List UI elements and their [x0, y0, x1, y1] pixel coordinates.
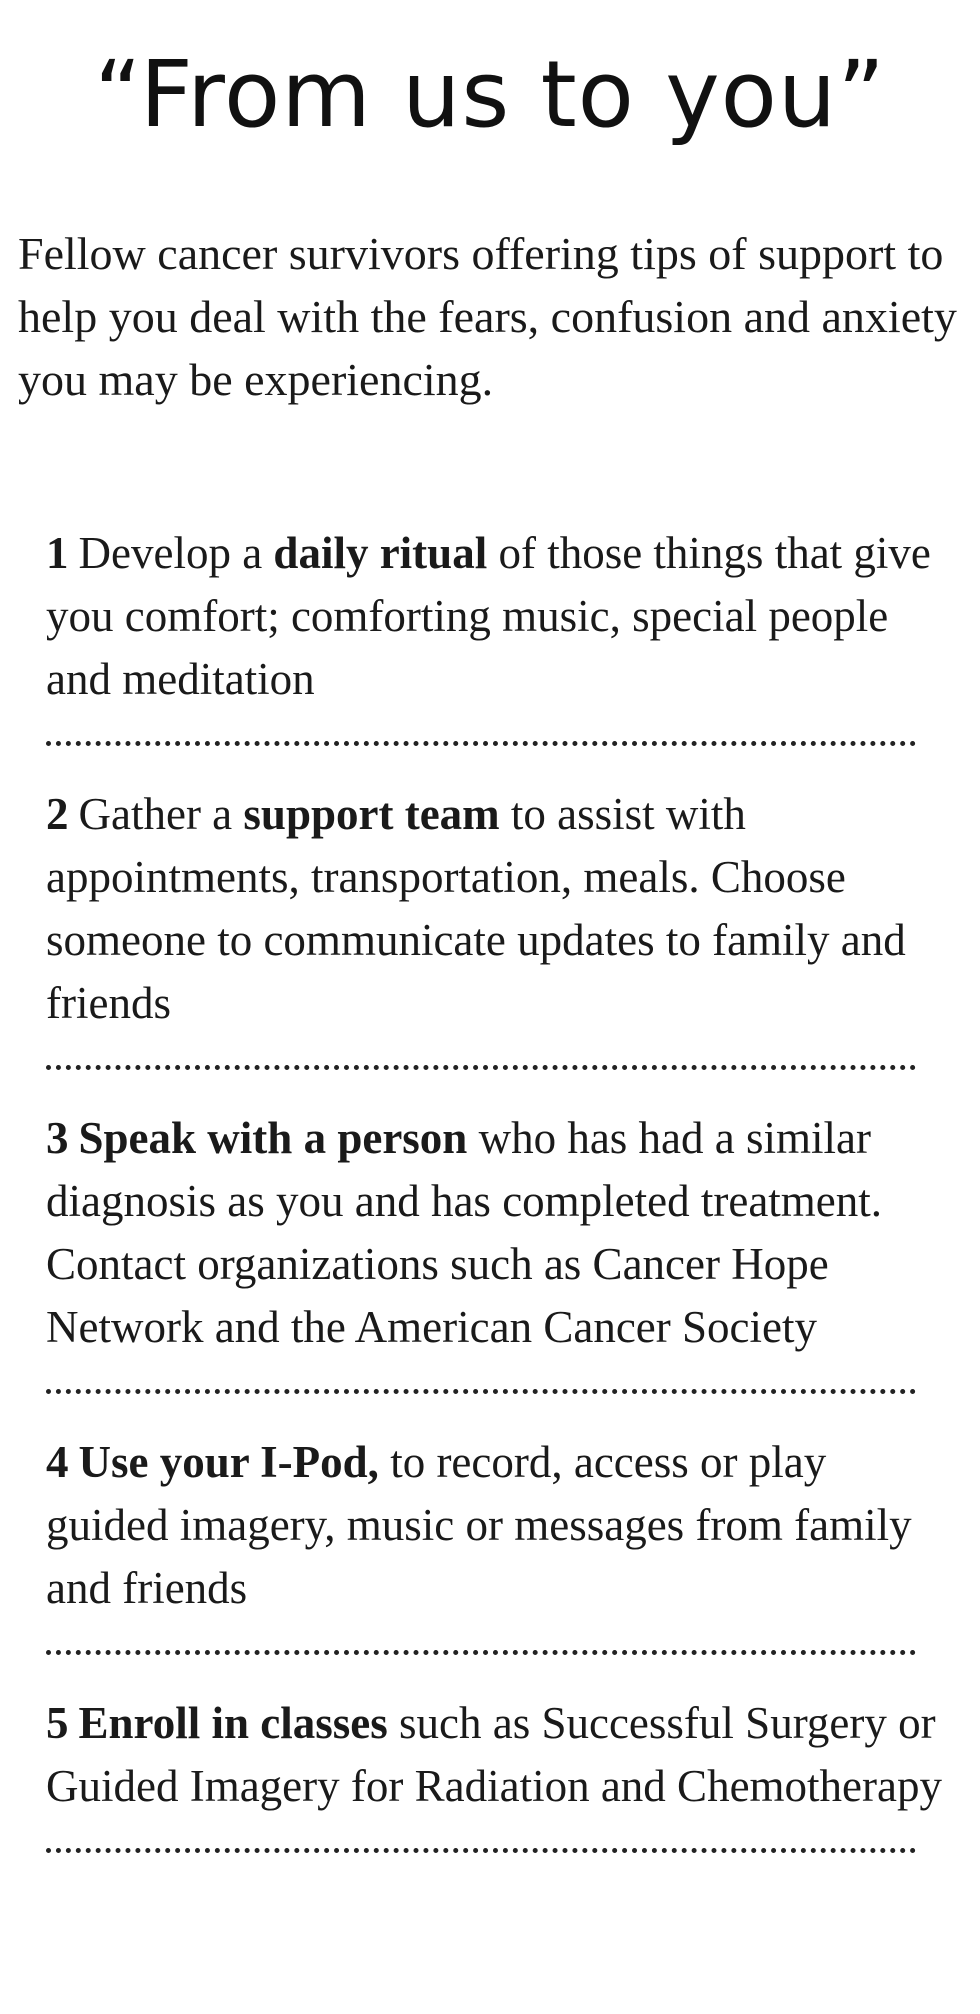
- tip-number: 3: [46, 1113, 69, 1163]
- tip-highlight: Speak with a person: [78, 1113, 468, 1163]
- tip-text-after: to assist with appointments, transportation, meals. Choose someone to communicate updates to family and friends: [46, 789, 906, 1028]
- tip-text-after: to record, access or play guided imagery, music or messages from family and friends: [46, 1437, 912, 1613]
- tip-item: [46, 522, 946, 711]
- tip-highlight: daily ritual: [273, 528, 488, 578]
- tip-text-after: of those things that give you comfort; comforting music, special people and meditation: [46, 528, 931, 704]
- dotted-divider: [46, 1818, 946, 1890]
- tip-text-after: who has had a similar diagnosis as you and has completed treatment. Contact organizations such as Cancer Hope Network and the American Cancer Society: [46, 1113, 883, 1352]
- dotted-divider: [46, 711, 946, 783]
- tip-highlight: Use your I-Pod,: [78, 1437, 379, 1487]
- tip-text-after: such as Successful Surgery or Guided Imagery for Radiation and Chemotherapy: [46, 1698, 942, 1811]
- tip-number: 4: [46, 1437, 69, 1487]
- tip-number: 1: [46, 528, 69, 578]
- tip-number: 2: [46, 789, 69, 839]
- tip-item: [46, 1107, 946, 1359]
- tip-highlight: support team: [243, 789, 500, 839]
- intro-paragraph: Fellow cancer survivors offering tips of support to help you deal with the fears, confusion and anxiety you may be experiencing.: [18, 228, 957, 405]
- page-title: “From us to you”: [94, 41, 886, 148]
- tip-number: 5: [46, 1698, 69, 1748]
- dotted-divider: [46, 1035, 946, 1107]
- tip-item: [46, 783, 946, 1035]
- tip-highlight: Enroll in classes: [78, 1698, 388, 1748]
- dotted-divider: [46, 1620, 946, 1692]
- tip-text-before: Gather a: [78, 789, 244, 839]
- dotted-divider: [46, 1359, 946, 1431]
- tip-item: [46, 1431, 946, 1620]
- tips-list: [46, 522, 946, 1890]
- tip-text-before: Develop a: [78, 528, 274, 578]
- tip-item: [46, 1692, 946, 1818]
